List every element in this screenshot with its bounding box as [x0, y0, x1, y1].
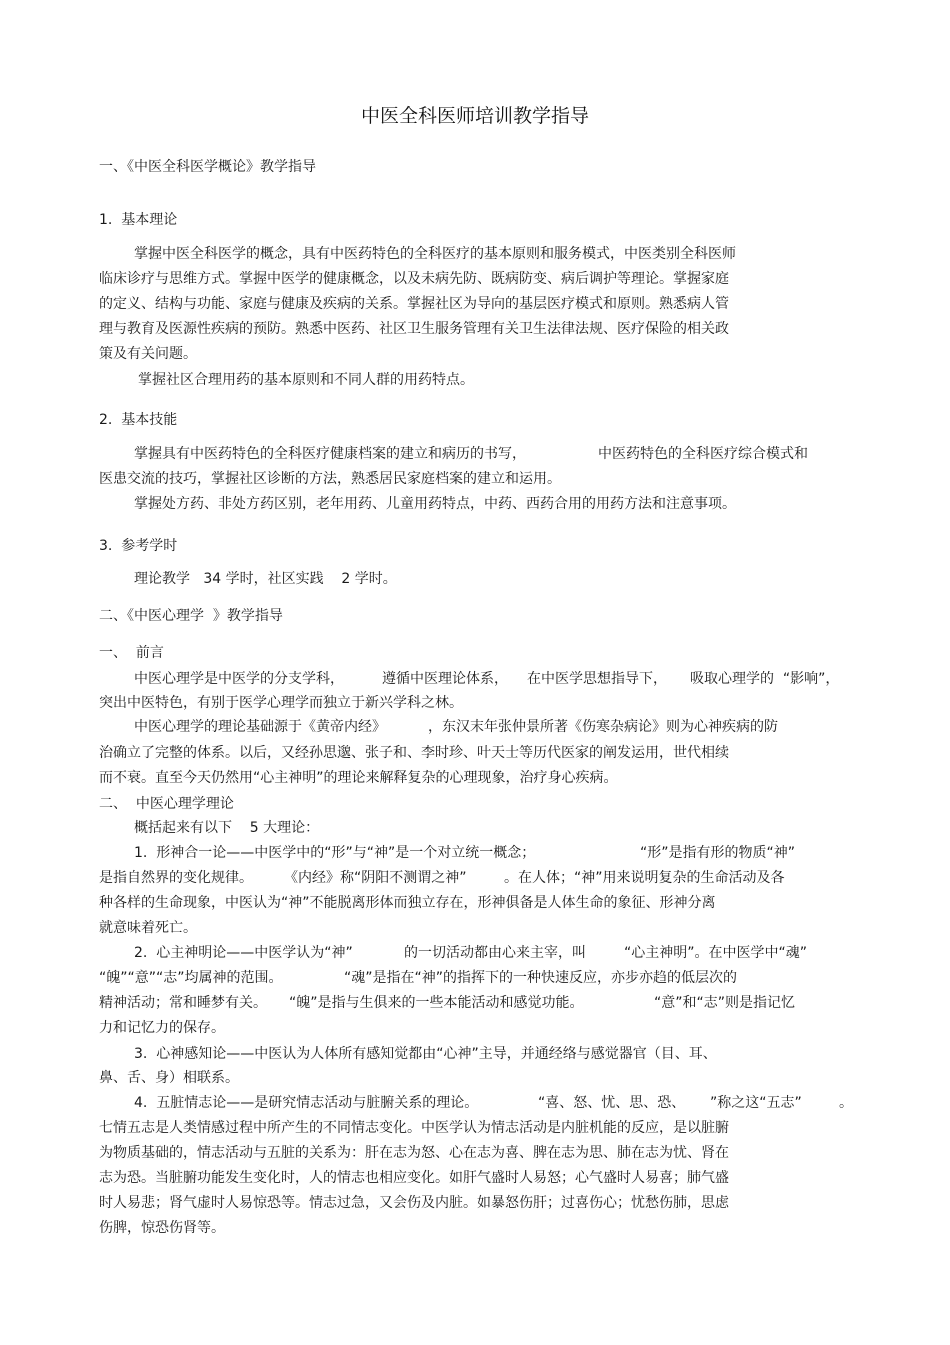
paragraph-line: 医患交流的技巧，掌握社区诊断的方法，熟悉居民家庭档案的建立和运用。 — [99, 471, 561, 487]
paragraph-line: “意”和“志”则是指记忆 — [654, 995, 796, 1011]
paragraph-line: 是指自然界的变化规律。 — [99, 870, 253, 886]
paragraph-line: 4. 五脏情志论——是研究情志活动与脏腑关系的理论。 — [134, 1095, 479, 1111]
paragraph-line: 七情五志是人类情感过程中所产生的不同情志变化。中医学认为情志活动是内脏机能的反应，是以脏腑 — [99, 1120, 729, 1136]
paragraph-line: 中医心理学是中医学的分支学科， — [134, 671, 344, 687]
document-title: 中医全科医师培训教学指导 — [360, 105, 589, 127]
paragraph-line: 理与教育及医源性疾病的预防。熟悉中医药、社区卫生服务管理有关卫生法律法规、医疗保险的相关政 — [99, 321, 729, 337]
paragraph-line: 掌握处方药、非处方药区别，老年用药、儿童用药特点，中药、西药合用的用药方法和注意事项。 — [134, 496, 736, 512]
paragraph-line: 。在人体；“神”用来说明复杂的生命活动及各 — [504, 870, 785, 886]
paragraph-line: 遵循中医理论体系， — [382, 671, 508, 687]
paragraph-line: “喜、怒、忧、思、恐、 — [538, 1095, 686, 1111]
paragraph-line: 为物质基础的，情志活动与五脏的关系为：肝在志为怒、心在志为喜、脾在志为思、肺在志为忧、肾在 — [99, 1145, 729, 1161]
paragraph-line: ”称之这“五志” — [710, 1095, 802, 1111]
paragraph-line: 中医心理学的理论基础源于《黄帝内经》 — [134, 719, 386, 735]
section-heading: 一、《中医全科医学概论》教学指导 — [99, 159, 316, 175]
paragraph-line: 力和记忆力的保存。 — [99, 1020, 225, 1036]
subsection-heading: 3. 参考学时 — [99, 538, 178, 554]
paragraph-line: 概括起来有以下 5 大理论： — [134, 820, 320, 836]
paragraph-line: 1. 形神合一论——中医学中的“形”与“神”是一个对立统一概念； — [134, 845, 536, 861]
paragraph-line: “形”是指有形的物质“神” — [640, 845, 796, 861]
subsection-heading: 一、 前言 — [99, 645, 164, 661]
paragraph-line: 《内经》称“阴阳不测谓之神” — [284, 870, 467, 886]
paragraph-line: 理论教学 34 学时，社区实践 2 学时。 — [134, 571, 397, 587]
paragraph-line: 掌握社区合理用药的基本原则和不同人群的用药特点。 — [138, 372, 474, 388]
paragraph-line: “心主神明”。在中医学中“魂” — [624, 945, 808, 961]
paragraph-line: 治确立了完整的体系。以后，又经孙思邈、张子和、李时珍、叶天士等历代医家的阐发运用，世代相续 — [99, 745, 729, 761]
paragraph-line: 就意味着死亡。 — [99, 920, 197, 936]
paragraph-line: 吸取心理学的 “影响”， — [690, 671, 840, 687]
paragraph-line: 志为恐。当脏腑功能发生变化时，人的情志也相应变化。如肝气盛时人易怒；心气盛时人易喜；肺气盛 — [99, 1170, 729, 1186]
paragraph-line: 3. 心神感知论——中医认为人体所有感知觉都由“心神”主导，并通经络与感觉器官（目、耳、 — [134, 1046, 717, 1062]
paragraph-line: “魂”是指在“神”的指挥下的一种快速反应，亦步亦趋的低层次的 — [344, 970, 738, 986]
subsection-heading: 1. 基本理论 — [99, 212, 178, 228]
paragraph-line: 种各样的生命现象，中医认为“神”不能脱离形体而独立存在，形神俱备是人体生命的象征、形神分离 — [99, 895, 716, 911]
paragraph-line: 的定义、结构与功能、家庭与健康及疾病的关系。掌握社区为导向的基层医疗模式和原则。熟悉病人管 — [99, 296, 729, 312]
paragraph-line: 精神活动；常和睡梦有关。 — [99, 995, 267, 1011]
paragraph-line: 而不衰。直至今天仍然用“心主神明”的理论来解释复杂的心理现象，治疗身心疾病。 — [99, 770, 618, 786]
paragraph-line: 在中医学思想指导下， — [527, 671, 667, 687]
paragraph-line: 策及有关问题。 — [99, 346, 197, 362]
paragraph-line: 伤脾，惊恐伤肾等。 — [99, 1220, 225, 1236]
paragraph-line: 临床诊疗与思维方式。掌握中医学的健康概念，以及未病先防、既病防变、病后调护等理论。掌握家庭 — [99, 271, 729, 287]
subsection-heading: 2. 基本技能 — [99, 412, 178, 428]
paragraph-line: “魄”“意”“志”均属神的范围。 — [99, 970, 283, 986]
paragraph-line: 掌握具有中医药特色的全科医疗健康档案的建立和病历的书写， — [134, 446, 526, 462]
paragraph-line: 突出中医特色，有别于医学心理学而独立于新兴学科之林。 — [99, 695, 463, 711]
paragraph-line: 鼻、舌、身）相联系。 — [99, 1070, 239, 1086]
paragraph-line: 中医药特色的全科医疗综合模式和 — [598, 446, 808, 462]
paragraph-line: “魄”是指与生俱来的一些本能活动和感觉功能。 — [289, 995, 584, 1011]
paragraph-line: 掌握中医全科医学的概念，具有中医药特色的全科医疗的基本原则和服务模式，中医类别全科医师 — [134, 246, 736, 262]
paragraph-line: 2. 心主神明论——中医学认为“神” — [134, 945, 353, 961]
paragraph-line: 。 — [839, 1095, 853, 1111]
paragraph-line: 的一切活动都由心来主宰，叫 — [404, 945, 586, 961]
subsection-heading: 二、 中医心理学理论 — [99, 796, 234, 812]
paragraph-line: ，东汉末年张仲景所著《伤寒杂病论》则为心神疾病的防 — [428, 719, 778, 735]
paragraph-line: 时人易悲；肾气虚时人易惊恐等。情志过急，又会伤及内脏。如暴怒伤肝；过喜伤心；忧愁伤肺，思虑 — [99, 1195, 729, 1211]
section-heading: 二、《中医心理学 》教学指导 — [99, 608, 283, 624]
